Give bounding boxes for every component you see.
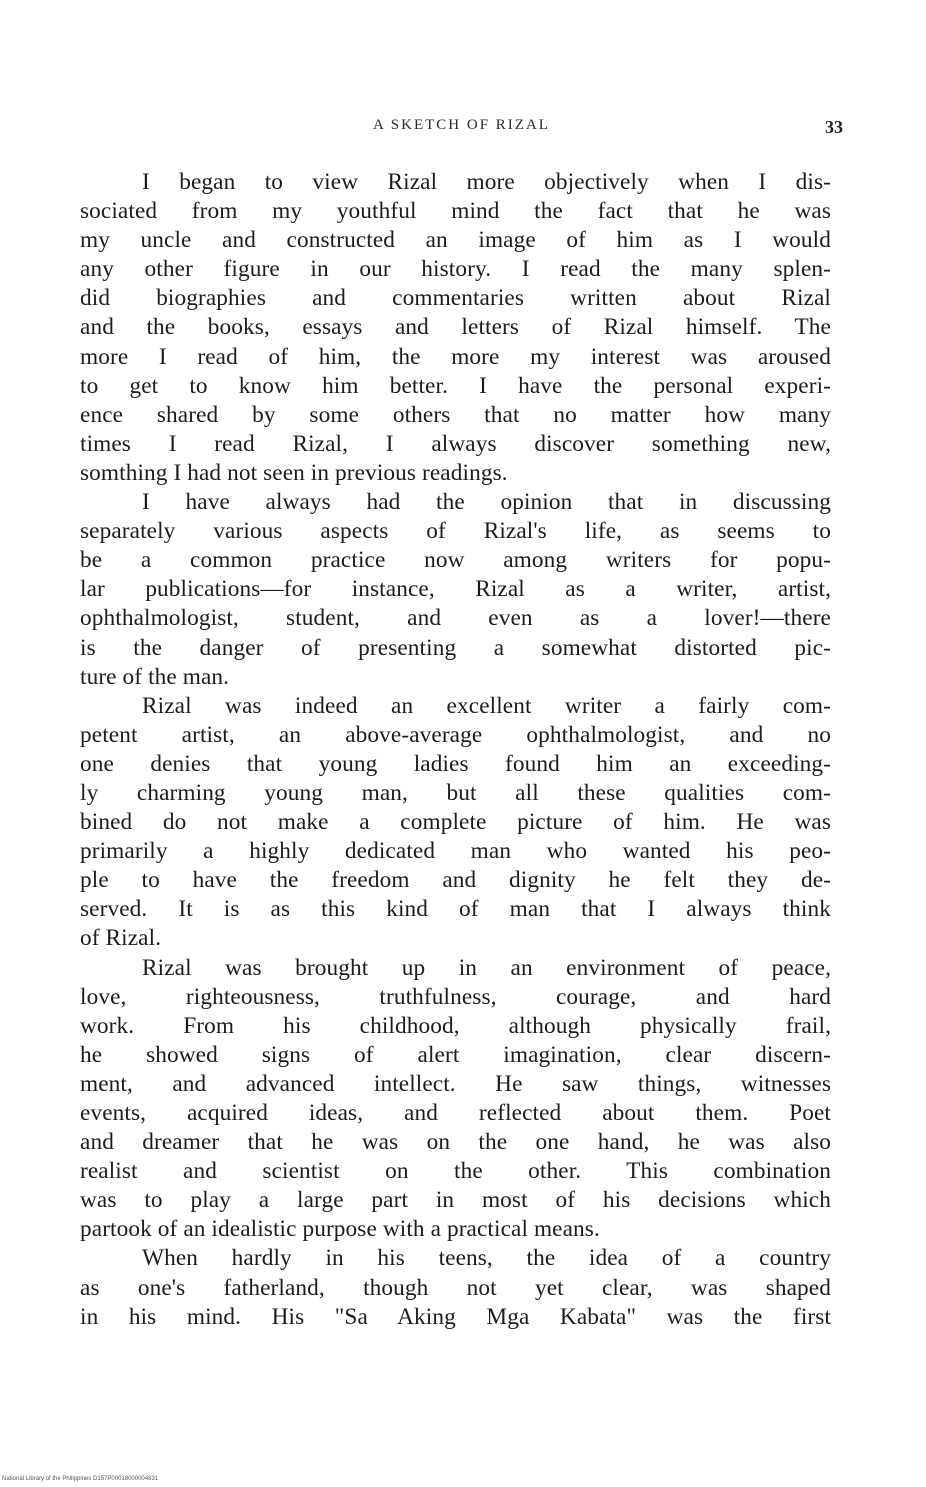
running-title: A SKETCH OF RIZAL [373,117,550,133]
text-line: be a common practice now among writers for popu- [80,547,831,574]
text-line: Rizal was indeed an excellent writer a fairly com- [142,692,831,719]
text-line: partook of an idealistic purpose with a practical means. [80,1216,600,1243]
text-line: was to play a large part in most of his decisions which [80,1187,831,1214]
text-line: ence shared by some others that no matter how many [80,401,831,428]
text-line: as one's fatherland, though not yet clear, was shaped [80,1274,831,1301]
text-line: sociated from my youthful mind the fact that he was [80,198,831,225]
paragraph [80,1244,831,1331]
text-line: times I read Rizal, I always discover something new, [80,430,831,457]
text-line: of Rizal. [80,925,162,952]
text-line: lar publications—for instance, Rizal as a writer, artist, [80,576,831,603]
text-line: events, acquired ideas, and reflected about them. Poet [80,1100,831,1126]
paragraph [80,692,831,954]
text-line: served. It is as this kind of man that I always think [80,896,831,923]
text-line: realist and scientist on the other. This combination [80,1158,831,1185]
text-line: love, righteousness, truthfulness, courage, and hard [80,983,831,1010]
text-line: and the books, essays and letters of Rizal himself. The [80,314,831,341]
page-number: 33 [825,117,843,137]
text-line: ment, and advanced intellect. He saw things, witnesses [80,1070,831,1097]
text-line: to get to know him better. I have the personal experi- [80,372,831,399]
text-line: petent artist, an above-average ophthalmologist, and no [80,721,831,748]
text-line: ophthalmologist, student, and even as a lover!—there [80,605,831,632]
text-line: somthing I had not seen in previous readings. [80,459,508,486]
paragraph [80,168,831,488]
text-line: I have always had the opinion that in discussing [142,489,831,516]
body-text [80,168,831,1332]
text-line: my uncle and constructed an image of him as I would [80,227,831,254]
text-line: work. From his childhood, although physically frail, [80,1012,831,1039]
running-head [80,117,843,141]
paragraph [80,954,831,1245]
text-line: ly charming young man, but all these qualities com- [80,779,831,806]
paragraph [80,488,831,692]
text-line: I began to view Rizal more objectively when I dis- [142,169,831,195]
text-line: in his mind. His "Sa Aking Mga Kabata" was the first [80,1303,831,1330]
text-line: bined do not make a complete picture of him. He was [80,809,831,836]
text-line: more I read of him, the more my interest was aroused [80,343,831,370]
text-line: any other figure in our history. I read the many splen- [80,256,831,283]
text-line: and dreamer that he was on the one hand, he was also [80,1129,831,1156]
text-line: ture of the man. [80,663,230,690]
text-line: he showed signs of alert imagination, clear discern- [80,1041,831,1068]
text-line: primarily a highly dedicated man who wanted his peo- [80,838,831,865]
text-line: is the danger of presenting a somewhat distorted pic- [80,634,831,661]
text-line: When hardly in his teens, the idea of a country [142,1245,831,1272]
text-line: Rizal was brought up in an environment of peace, [142,954,831,981]
footer-credit: National Library of the Philippines D157P00018000004831 [2,1476,159,1482]
text-line: did biographies and commentaries written about Rizal [80,285,831,312]
text-line: separately various aspects of Rizal's life, as seems to [80,518,831,545]
text-line: ple to have the freedom and dignity he felt they de- [80,867,831,894]
text-line: one denies that young ladies found him an exceeding- [80,750,831,777]
